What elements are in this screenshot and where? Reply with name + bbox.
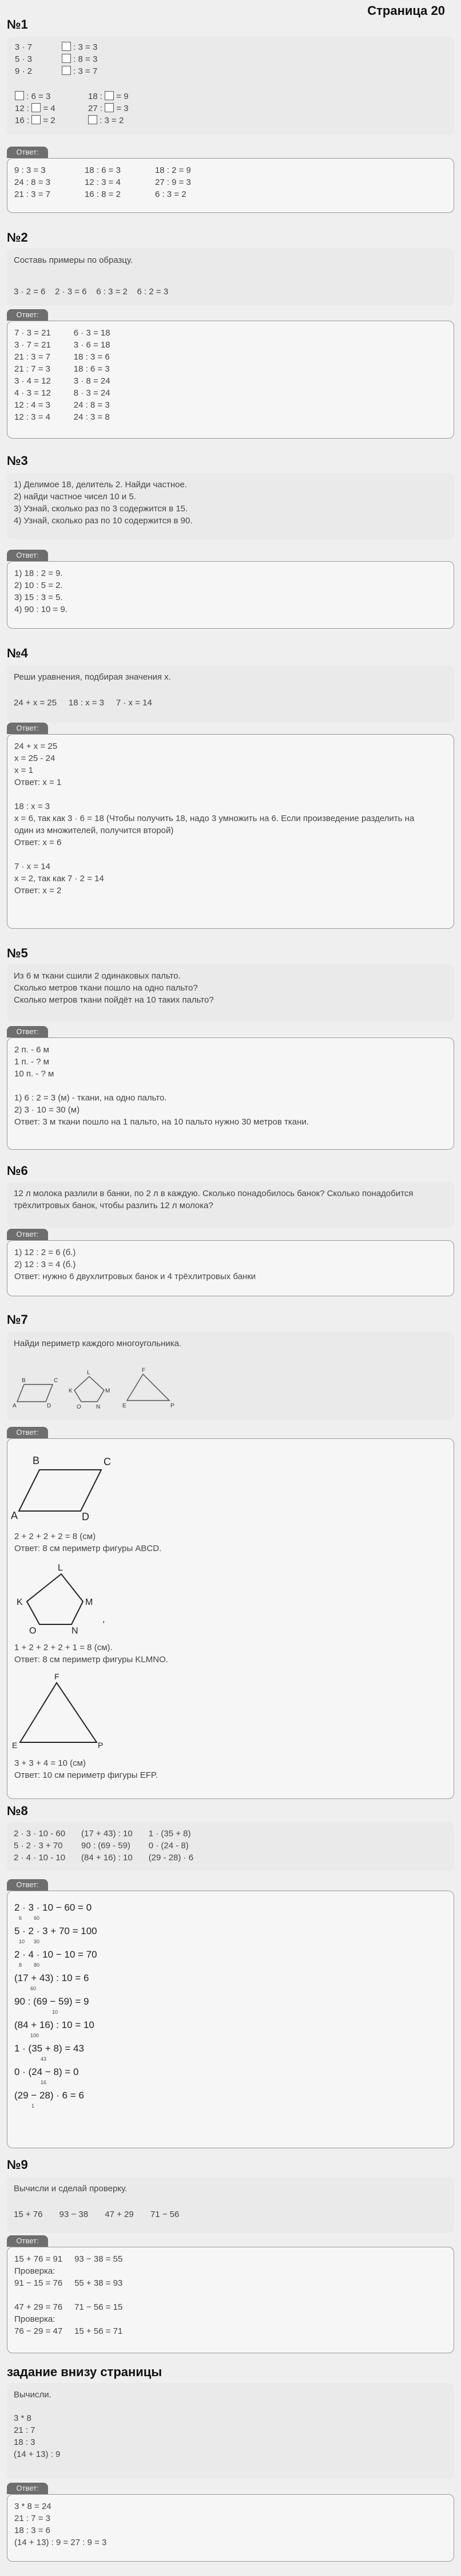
answer-box-3: 1) 18 : 2 = 9. 2) 10 : 5 = 2. 3) 15 : 3 = 5. 4) 90 : 10 = 9. <box>7 561 454 629</box>
expr-row: 2 · 3 · 10 − 60 = 0 6 60 <box>14 1902 92 1921</box>
answer-tab-8: Ответ: <box>7 1879 48 1891</box>
blank-box <box>62 66 71 75</box>
section-title-6: №6 <box>7 1163 28 1178</box>
answer-box-4: 24 + х = 25 х = 25 - 24 х = 1 Ответ: х = 1 18 : х = 3 х = 6, так как 3 · 6 = 18 (Чтобы получить 18, надо 3 умножить на 6. Если произведение разделить на один из множителей, получится второй) Ответ: х = 6 7 · х = 14 х = 2, так как 7 · 2 = 14 Ответ: х = 2 <box>7 734 454 929</box>
section-title-9: №9 <box>7 2157 28 2172</box>
section-title-7: №7 <box>7 1312 28 1327</box>
section-title-2: №2 <box>7 230 28 244</box>
parallelogram-answer <box>10 1447 124 1521</box>
label-e: E <box>12 1741 18 1749</box>
label-k: K <box>17 1597 23 1607</box>
expr-row: 0 · (24 − 8) = 0 16 <box>14 2066 79 2085</box>
label-d: D <box>47 1403 51 1409</box>
label-n: N <box>96 1404 101 1410</box>
task-box-6: 12 л молока разлили в банки, по 2 л в каждую. Сколько понадобилось банок? Сколько понадобится трёхлитровых банок, чтобы разлить 12 л молока? <box>7 1182 454 1228</box>
task-box-3: 1) Делимое 18, делитель 2. Найди частное. 2) найди частное чисел 10 и 5. 3) Узнай, сколько раз по 3 содержится в 15. 4) Узнай, сколько раз по 10 содержится в 90. <box>7 473 454 539</box>
section-title-4: №4 <box>7 646 28 660</box>
task-box-7: Найди периметр каждого многоугольника. B C A D L K M O N F E P <box>7 1332 454 1420</box>
section-title-bottom: задание внизу страницы <box>7 2365 162 2379</box>
answer-box-6: 1) 12 : 2 = 6 (б.) 2) 12 : 3 = 4 (б.) Ответ: нужно 6 двухлитровых банок и 4 трёхлитровых банки <box>7 1240 454 1296</box>
label-b: B <box>33 1455 40 1466</box>
label-f: F <box>142 1367 146 1374</box>
task1-col2: : 3 = 3 : 8 = 3 : 3 = 7 <box>62 41 97 77</box>
parallelogram-shape <box>17 1384 53 1402</box>
answer-tab-bottom: Ответ: <box>7 2483 48 2494</box>
label-b: B <box>22 1378 26 1384</box>
triangle-shape <box>127 1374 169 1401</box>
label-o: O <box>29 1626 37 1635</box>
label-e: E <box>122 1403 126 1409</box>
polygons-figure <box>10 1362 182 1413</box>
answer-tab-5: Ответ: <box>7 1026 48 1037</box>
task-box-1 <box>7 37 454 135</box>
label-l: L <box>58 1563 63 1573</box>
pentagon-answer <box>10 1560 124 1635</box>
answer-tab-4: Ответ: <box>7 723 48 734</box>
expr-row: 1 · (35 + 8) = 43 43 <box>14 2043 84 2062</box>
expr-row: (17 + 43) : 10 = 6 60 <box>14 1973 89 1991</box>
task-box-bottom: Вычисли. 3 * 8 21 : 7 18 : 3 (14 + 13) : 9 <box>7 2383 454 2479</box>
triangle-answer <box>10 1669 124 1749</box>
label-a: A <box>11 1510 18 1521</box>
label-n: N <box>71 1626 78 1635</box>
expr-row: 2 · 4 · 10 − 10 = 70 8 80 <box>14 1949 97 1968</box>
label-l: L <box>87 1370 90 1376</box>
section-title-8: №8 <box>7 1804 28 1818</box>
answer-tab-6: Ответ: <box>7 1229 48 1240</box>
answer-box-8 <box>7 1891 454 2148</box>
section-title-5: №5 <box>7 946 28 960</box>
answer-tab-7: Ответ: <box>7 1427 48 1438</box>
blank-box <box>62 54 71 63</box>
task1-col3: : 6 = 3 12 : = 4 16 : = 2 <box>15 92 55 125</box>
section-title-3: №3 <box>7 453 28 468</box>
label-a: A <box>13 1403 17 1409</box>
answer-box-bottom: 3 * 8 = 24 21 : 7 = 3 18 : 3 = 6 (14 + 13) : 9 = 27 : 9 = 3 <box>7 2494 454 2562</box>
answer-box-1: 9 : 3 = 3 24 : 8 = 3 21 : 3 = 7 18 : 6 = 3 12 : 3 = 4 16 : 8 = 2 18 : 2 = 9 27 : 9 = 3 6 : 3 = 2 <box>7 158 454 213</box>
blank-box <box>31 115 41 124</box>
answer-box-7: B C A D 2 + 2 + 2 + 2 = 8 (см) Ответ: 8 см периметр фигуры ABCD. L K M O N , 1 + 2 + 2 + 2 + 1 = 8 (см). Ответ: 8 см периметр фигуры KLMNO. F E P 3 + 3 + 4 = 10 (см) Ответ: 10 см периметр фигуры EFP. <box>7 1438 454 1799</box>
label-m: M <box>85 1597 93 1607</box>
task-box-8: 2 · 3 · 10 - 60 5 · 2 · 3 + 70 2 · 4 · 10 - 10 (17 + 43) : 10 90 : (69 - 59) (84 + 16) : 10 1 · (35 + 8) 0 · (24 - 8) (29 - 28) · 6 <box>7 1822 454 1871</box>
task-box-2: Составь примеры по образцу. 3 · 2 = 6 2 · 3 = 6 6 : 3 = 2 6 : 2 = 3 <box>7 248 454 306</box>
label-c: C <box>54 1378 58 1384</box>
label-m: M <box>105 1388 110 1394</box>
label-d: D <box>82 1511 89 1521</box>
label-c: C <box>104 1456 111 1468</box>
answer-box-2: 7 · 3 = 21 3 · 7 = 21 21 : 3 = 7 21 : 7 = 3 3 · 4 = 12 4 · 3 = 12 12 : 4 = 3 12 : 3 = 4 6 · 3 = 18 3 · 6 = 18 18 : 3 = 6 18 : 6 = 3 3 · 8 = 24 8 · 3 = 24 24 : 8 = 3 24 : 3 = 8 <box>7 321 454 439</box>
answer-box-5: 2 п. - 6 м 1 п. - ? м 10 п. - ? м 1) 6 : 2 = 3 (м) - ткани, на одно пальто. 2) 3 · 10 = 30 (м) Ответ: 3 м ткани пошло на 1 пальто, на 10 пальто нужно 30 метров ткани. <box>7 1037 454 1150</box>
blank-box <box>105 91 114 100</box>
blank-box <box>105 103 114 112</box>
task-box-9: Вычисли и сделай проверку. 15 + 76 93 − 38 47 + 29 71 − 56 <box>7 2177 454 2233</box>
label-o: O <box>77 1404 81 1410</box>
comma-mark: , <box>102 1615 105 1624</box>
task1-col4: 18 : = 9 27 : = 3 : 3 = 2 <box>88 92 129 125</box>
task1-col1: 3 · 7 5 · 3 9 · 2 <box>15 42 33 76</box>
blank-box <box>31 103 41 112</box>
answer-tab-2: Ответ: <box>7 309 48 321</box>
label-f: F <box>54 1672 59 1681</box>
answer-tab-9: Ответ: <box>7 2235 48 2247</box>
task-box-5: Из 6 м ткани сшили 2 одинаковых пальто. Сколько метров ткани пошло на одно пальто? Сколько метров ткани пойдёт на 10 таких пальто? <box>7 964 454 1021</box>
answer-box-9: 15 + 76 = 91 93 − 38 = 55 Проверка: 91 − 15 = 76 55 + 38 = 93 47 + 29 = 76 71 − 56 = 15 Проверка: 76 − 29 = 47 15 + 56 = 71 <box>7 2247 454 2353</box>
expr-row: (84 + 16) : 10 = 10 100 <box>14 2019 94 2038</box>
answer-tab-3: Ответ: <box>7 550 48 561</box>
answer-tab-1: Ответ: <box>7 147 48 158</box>
pentagon-shape <box>74 1376 104 1402</box>
section-title-1: №1 <box>7 17 28 31</box>
label-p: P <box>170 1403 174 1409</box>
expr-row: 5 · 2 · 3 + 70 = 100 10 30 <box>14 1926 97 1944</box>
blank-box <box>15 91 24 100</box>
expr-row: 90 : (69 − 59) = 9 10 <box>14 1996 89 2015</box>
task-box-4: Реши уравнения, подбирая значения х. 24 + х = 25 18 : х = 3 7 · х = 14 <box>7 665 454 723</box>
label-p: P <box>98 1741 104 1749</box>
blank-box <box>62 42 71 51</box>
label-k: K <box>69 1388 73 1394</box>
blank-box <box>88 115 97 124</box>
expr-row: (29 − 28) · 6 = 6 1 <box>14 2090 84 2109</box>
page-title: Страница 20 <box>367 3 445 18</box>
